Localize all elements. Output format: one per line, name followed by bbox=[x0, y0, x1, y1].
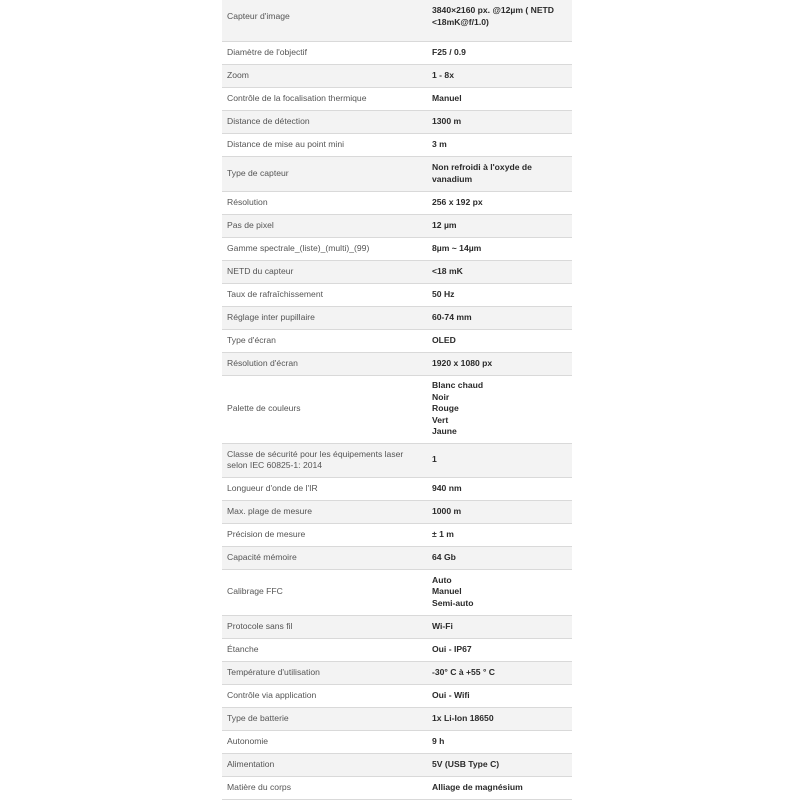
spec-value-line: Blanc chaud bbox=[432, 380, 484, 391]
spec-row bbox=[222, 41, 572, 64]
spec-value-line: Manuel bbox=[432, 586, 462, 597]
spec-value-line: 3840×2160 px. @12µm ( NETD <18mK@f/1.0) bbox=[432, 5, 555, 27]
spec-value-line: 1300 m bbox=[432, 115, 462, 126]
spec-row bbox=[222, 707, 572, 730]
spec-label: Type d'écran bbox=[222, 329, 427, 352]
spec-label: Étanche bbox=[222, 638, 427, 661]
spec-row bbox=[222, 329, 572, 352]
spec-row bbox=[222, 133, 572, 156]
spec-label: Matière du corps bbox=[222, 776, 427, 799]
spec-value bbox=[427, 443, 572, 477]
spec-value-line: 3 m bbox=[432, 138, 447, 149]
spec-value bbox=[427, 237, 572, 260]
spec-value bbox=[427, 707, 572, 730]
spec-table-body bbox=[222, 0, 572, 799]
spec-value-line: OLED bbox=[432, 334, 456, 345]
spec-value-line: 1920 x 1080 px bbox=[432, 357, 493, 368]
spec-label: Palette de couleurs bbox=[222, 375, 427, 443]
spec-value bbox=[427, 64, 572, 87]
spec-value bbox=[427, 730, 572, 753]
spec-value-line: -30° C à +55 ° C bbox=[432, 666, 496, 677]
spec-value bbox=[427, 546, 572, 569]
spec-label: Alimentation bbox=[222, 753, 427, 776]
spec-value-line: Oui - IP67 bbox=[432, 643, 472, 654]
spec-value-line: Alliage de magnésium bbox=[432, 781, 523, 792]
spec-value-line: Wi-Fi bbox=[432, 620, 453, 631]
spec-value-line: <18 mK bbox=[432, 265, 463, 276]
spec-value bbox=[427, 500, 572, 523]
spec-value bbox=[427, 41, 572, 64]
spec-label: Diamètre de l'objectif bbox=[222, 41, 427, 64]
spec-value-line: 12 µm bbox=[432, 219, 457, 230]
spec-label: Protocole sans fil bbox=[222, 615, 427, 638]
spec-value bbox=[427, 615, 572, 638]
spec-value bbox=[427, 477, 572, 500]
spec-label: Autonomie bbox=[222, 730, 427, 753]
spec-row bbox=[222, 661, 572, 684]
spec-value bbox=[427, 569, 572, 615]
spec-value-line: 64 Gb bbox=[432, 551, 456, 562]
spec-value bbox=[427, 638, 572, 661]
spec-label: Zoom bbox=[222, 64, 427, 87]
spec-row bbox=[222, 615, 572, 638]
spec-row bbox=[222, 569, 572, 615]
spec-value-line: 1 bbox=[432, 454, 437, 465]
spec-value-line: Noir bbox=[432, 391, 450, 402]
spec-label: Type de batterie bbox=[222, 707, 427, 730]
spec-label: Réglage inter pupillaire bbox=[222, 306, 427, 329]
spec-value bbox=[427, 684, 572, 707]
spec-row bbox=[222, 191, 572, 214]
spec-row bbox=[222, 638, 572, 661]
spec-label: Pas de pixel bbox=[222, 214, 427, 237]
spec-label: Distance de détection bbox=[222, 110, 427, 133]
spec-label: Résolution d'écran bbox=[222, 352, 427, 375]
spec-row bbox=[222, 237, 572, 260]
spec-value-line: 60-74 mm bbox=[432, 311, 472, 322]
spec-value-line: Manuel bbox=[432, 92, 462, 103]
spec-value-line: Auto bbox=[432, 574, 452, 585]
spec-label: Résolution bbox=[222, 191, 427, 214]
spec-row bbox=[222, 214, 572, 237]
spec-row bbox=[222, 306, 572, 329]
spec-label: Calibrage FFC bbox=[222, 569, 427, 615]
spec-row bbox=[222, 260, 572, 283]
spec-label: Taux de rafraîchissement bbox=[222, 283, 427, 306]
spec-value bbox=[427, 0, 572, 41]
spec-row bbox=[222, 110, 572, 133]
spec-label: Distance de mise au point mini bbox=[222, 133, 427, 156]
spec-value-line: 940 nm bbox=[432, 482, 462, 493]
spec-row bbox=[222, 352, 572, 375]
spec-row bbox=[222, 0, 572, 41]
spec-value bbox=[427, 110, 572, 133]
spec-row bbox=[222, 684, 572, 707]
spec-label: Contrôle de la focalisation thermique bbox=[222, 87, 427, 110]
spec-label: Gamme spectrale_(liste)_(multi)_(99) bbox=[222, 237, 427, 260]
spec-value bbox=[427, 753, 572, 776]
spec-value-line: Vert bbox=[432, 414, 449, 425]
spec-value bbox=[427, 133, 572, 156]
spec-value-line: F25 / 0.9 bbox=[432, 46, 466, 57]
spec-label: Max. plage de mesure bbox=[222, 500, 427, 523]
spec-row bbox=[222, 776, 572, 799]
spec-row bbox=[222, 523, 572, 546]
spec-row bbox=[222, 753, 572, 776]
spec-label: Classe de sécurité pour les équipements laser selon IEC 60825-1: 2014 bbox=[222, 443, 427, 477]
spec-value-line: 8µm ~ 14µm bbox=[432, 242, 482, 253]
spec-value bbox=[427, 523, 572, 546]
spec-row bbox=[222, 156, 572, 191]
spec-row bbox=[222, 64, 572, 87]
spec-value-line: 5V (USB Type C) bbox=[432, 758, 500, 769]
spec-label: Température d'utilisation bbox=[222, 661, 427, 684]
spec-row bbox=[222, 500, 572, 523]
spec-value-line: 1x Li-Ion 18650 bbox=[432, 712, 494, 723]
spec-value bbox=[427, 352, 572, 375]
spec-value bbox=[427, 214, 572, 237]
spec-value-line: 9 h bbox=[432, 735, 445, 746]
spec-value-line: 256 x 192 px bbox=[432, 196, 483, 207]
spec-value bbox=[427, 329, 572, 352]
spec-row bbox=[222, 87, 572, 110]
spec-value bbox=[427, 661, 572, 684]
spec-value-line: Semi-auto bbox=[432, 597, 474, 608]
spec-label: Capteur d'image bbox=[222, 0, 427, 41]
spec-value-line: 1000 m bbox=[432, 505, 462, 516]
spec-row bbox=[222, 375, 572, 443]
spec-value-line: Non refroidi à l'oxyde de vanadium bbox=[432, 162, 532, 184]
spec-label: Capacité mémoire bbox=[222, 546, 427, 569]
spec-value-line: ± 1 m bbox=[432, 528, 454, 539]
spec-row bbox=[222, 546, 572, 569]
spec-value bbox=[427, 283, 572, 306]
spec-value-line: Jaune bbox=[432, 426, 457, 437]
spec-value bbox=[427, 306, 572, 329]
spec-value bbox=[427, 87, 572, 110]
spec-value-line: Rouge bbox=[432, 403, 459, 414]
spec-label: NETD du capteur bbox=[222, 260, 427, 283]
spec-label: Contrôle via application bbox=[222, 684, 427, 707]
spec-row bbox=[222, 477, 572, 500]
spec-value bbox=[427, 191, 572, 214]
spec-value bbox=[427, 260, 572, 283]
spec-value bbox=[427, 776, 572, 799]
spec-row bbox=[222, 443, 572, 477]
spec-row bbox=[222, 283, 572, 306]
spec-value bbox=[427, 375, 572, 443]
spec-value-line: 50 Hz bbox=[432, 288, 455, 299]
spec-label: Type de capteur bbox=[222, 156, 427, 191]
spec-value-line: Oui - Wifi bbox=[432, 689, 470, 700]
spec-label: Longueur d'onde de l'IR bbox=[222, 477, 427, 500]
spec-value-line: 1 - 8x bbox=[432, 69, 454, 80]
spec-label: Précision de mesure bbox=[222, 523, 427, 546]
spec-table bbox=[222, 0, 572, 800]
spec-row bbox=[222, 730, 572, 753]
spec-value bbox=[427, 156, 572, 191]
